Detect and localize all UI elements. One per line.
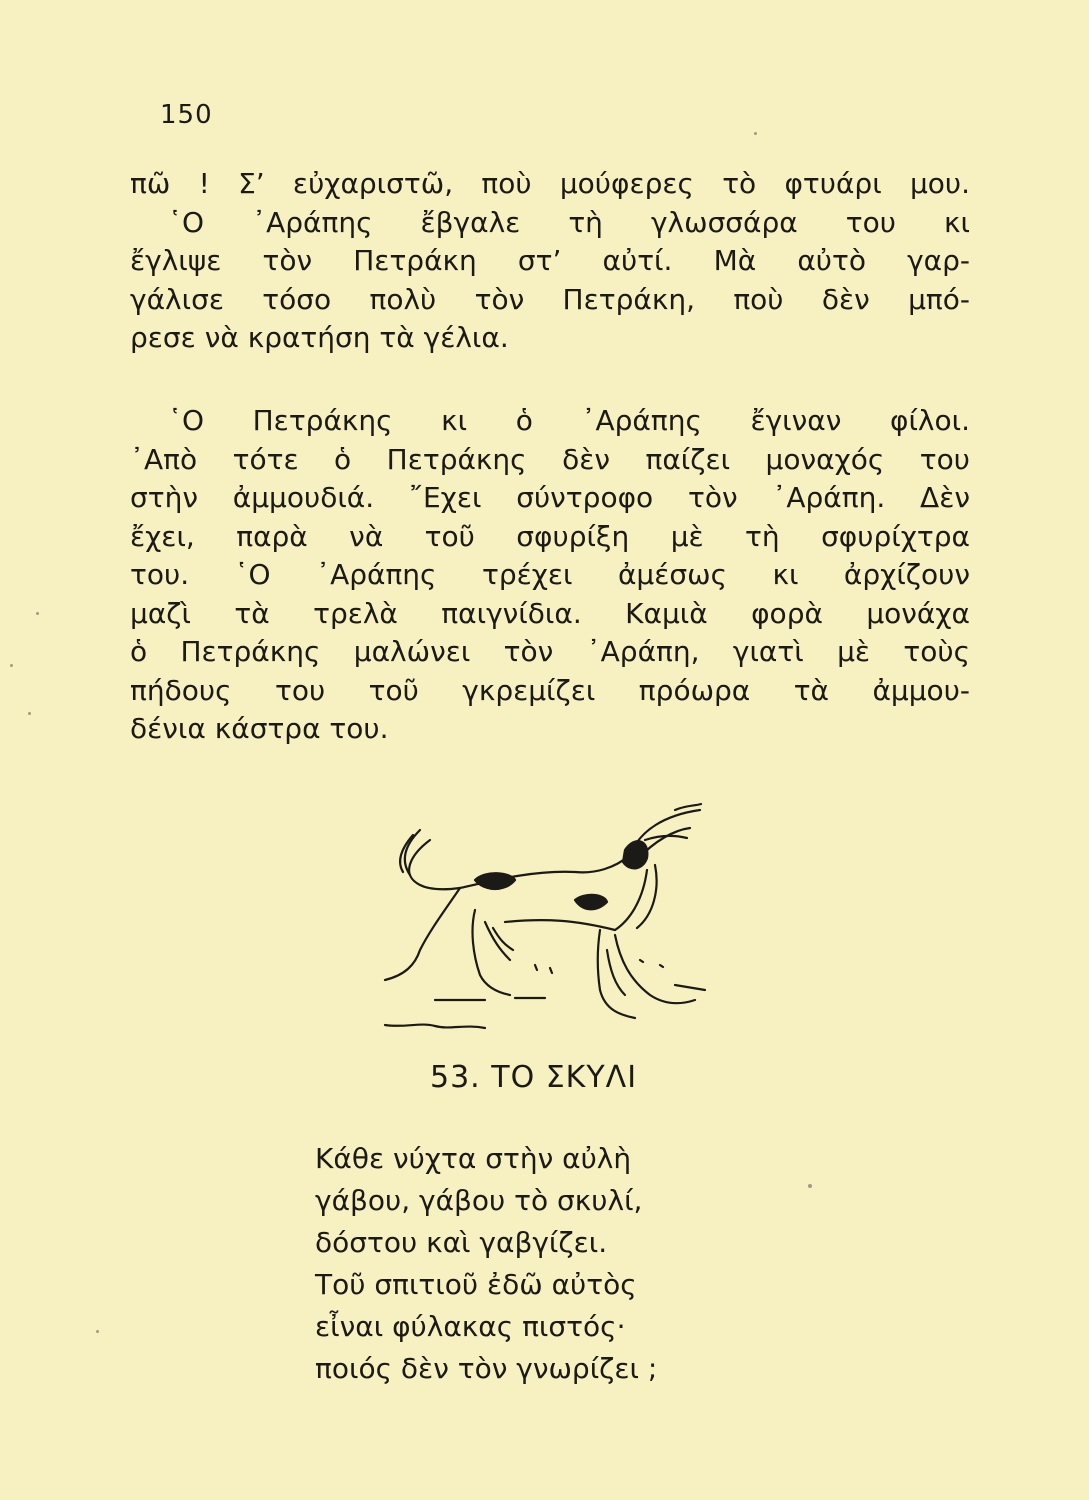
paragraph-1 xyxy=(130,165,970,358)
text-line: ρεσε νὰ κρατήση τὰ γέλια. xyxy=(130,321,509,354)
text-line: δένια κάστρα του. xyxy=(130,712,389,745)
paper-speck xyxy=(28,712,31,715)
poem-title: 53. ΤΟ ΣΚΥΛΙ xyxy=(430,1060,638,1095)
poem-line: ποιός δὲν τὸν γνωρίζει ; xyxy=(315,1352,658,1385)
poem-line: Τοῦ σπιτιοῦ ἐδῶ αὐτὸς xyxy=(315,1268,637,1301)
poem-line: δόστου καὶ γαβγίζει. xyxy=(315,1226,608,1259)
text-line: πήδους του τοῦ γκρεμίζει πρόωρα τὰ ἀμμου- xyxy=(130,673,970,707)
dog-drawing-icon xyxy=(375,800,715,1040)
text-line: πῶ ! Σ’ εὐχαριστῶ, ποὺ μούφερες τὸ φτυάρι μου. xyxy=(130,167,970,200)
text-line: ὁ Πετράκης μαλώνει τὸν ᾿Αράπη, γιατὶ μὲ τοὺς xyxy=(130,635,970,668)
page-number: 150 xyxy=(160,100,213,130)
paper-speck xyxy=(10,664,13,667)
text-line: ἔχει, παρὰ νὰ τοῦ σφυρίξη μὲ τὴ σφυρίχτρα xyxy=(130,519,970,553)
text-line: ᾿Απὸ τότε ὁ Πετράκης δὲν παίζει μοναχός του xyxy=(130,442,970,476)
text-line: ῾Ο ᾿Αράπης ἔβγαλε τὴ γλωσσάρα του κι xyxy=(168,205,970,239)
text-line: μαζὶ τὰ τρελὰ παιγνίδια. Καμιὰ φορὰ μονάχα xyxy=(130,596,970,630)
paper-speck xyxy=(96,1330,99,1333)
paper-speck xyxy=(808,1184,812,1188)
paper-speck xyxy=(754,132,757,135)
paragraph-2 xyxy=(130,402,970,749)
poem-line: γάβου, γάβου τὸ σκυλί, xyxy=(315,1184,643,1217)
poem xyxy=(315,1138,657,1390)
poem-line: Κάθε νύχτα στὴν αὐλὴ xyxy=(315,1142,632,1175)
paper-speck xyxy=(36,612,39,615)
text-line: στὴν ἀμμουδιά. ῎Εχει σύντροφο τὸν ᾿Αράπη. Δὲν xyxy=(130,481,970,514)
text-line: του. ῾Ο ᾿Αράπης τρέχει ἀμέσως κι ἀρχίζουν xyxy=(130,558,970,591)
poem-line: εἶναι φύλακας πιστός· xyxy=(315,1310,626,1343)
text-line: ῾Ο Πετράκης κι ὁ ᾿Αράπης ἔγιναν φίλοι. xyxy=(168,404,970,437)
text-line: γάλισε τόσο πολὺ τὸν Πετράκη, ποὺ δὲν μπό- xyxy=(130,282,970,316)
text-line: ἔγλιψε τὸν Πετράκη στ’ αὐτί. Μὰ αὐτὸ γαρ- xyxy=(130,244,970,277)
